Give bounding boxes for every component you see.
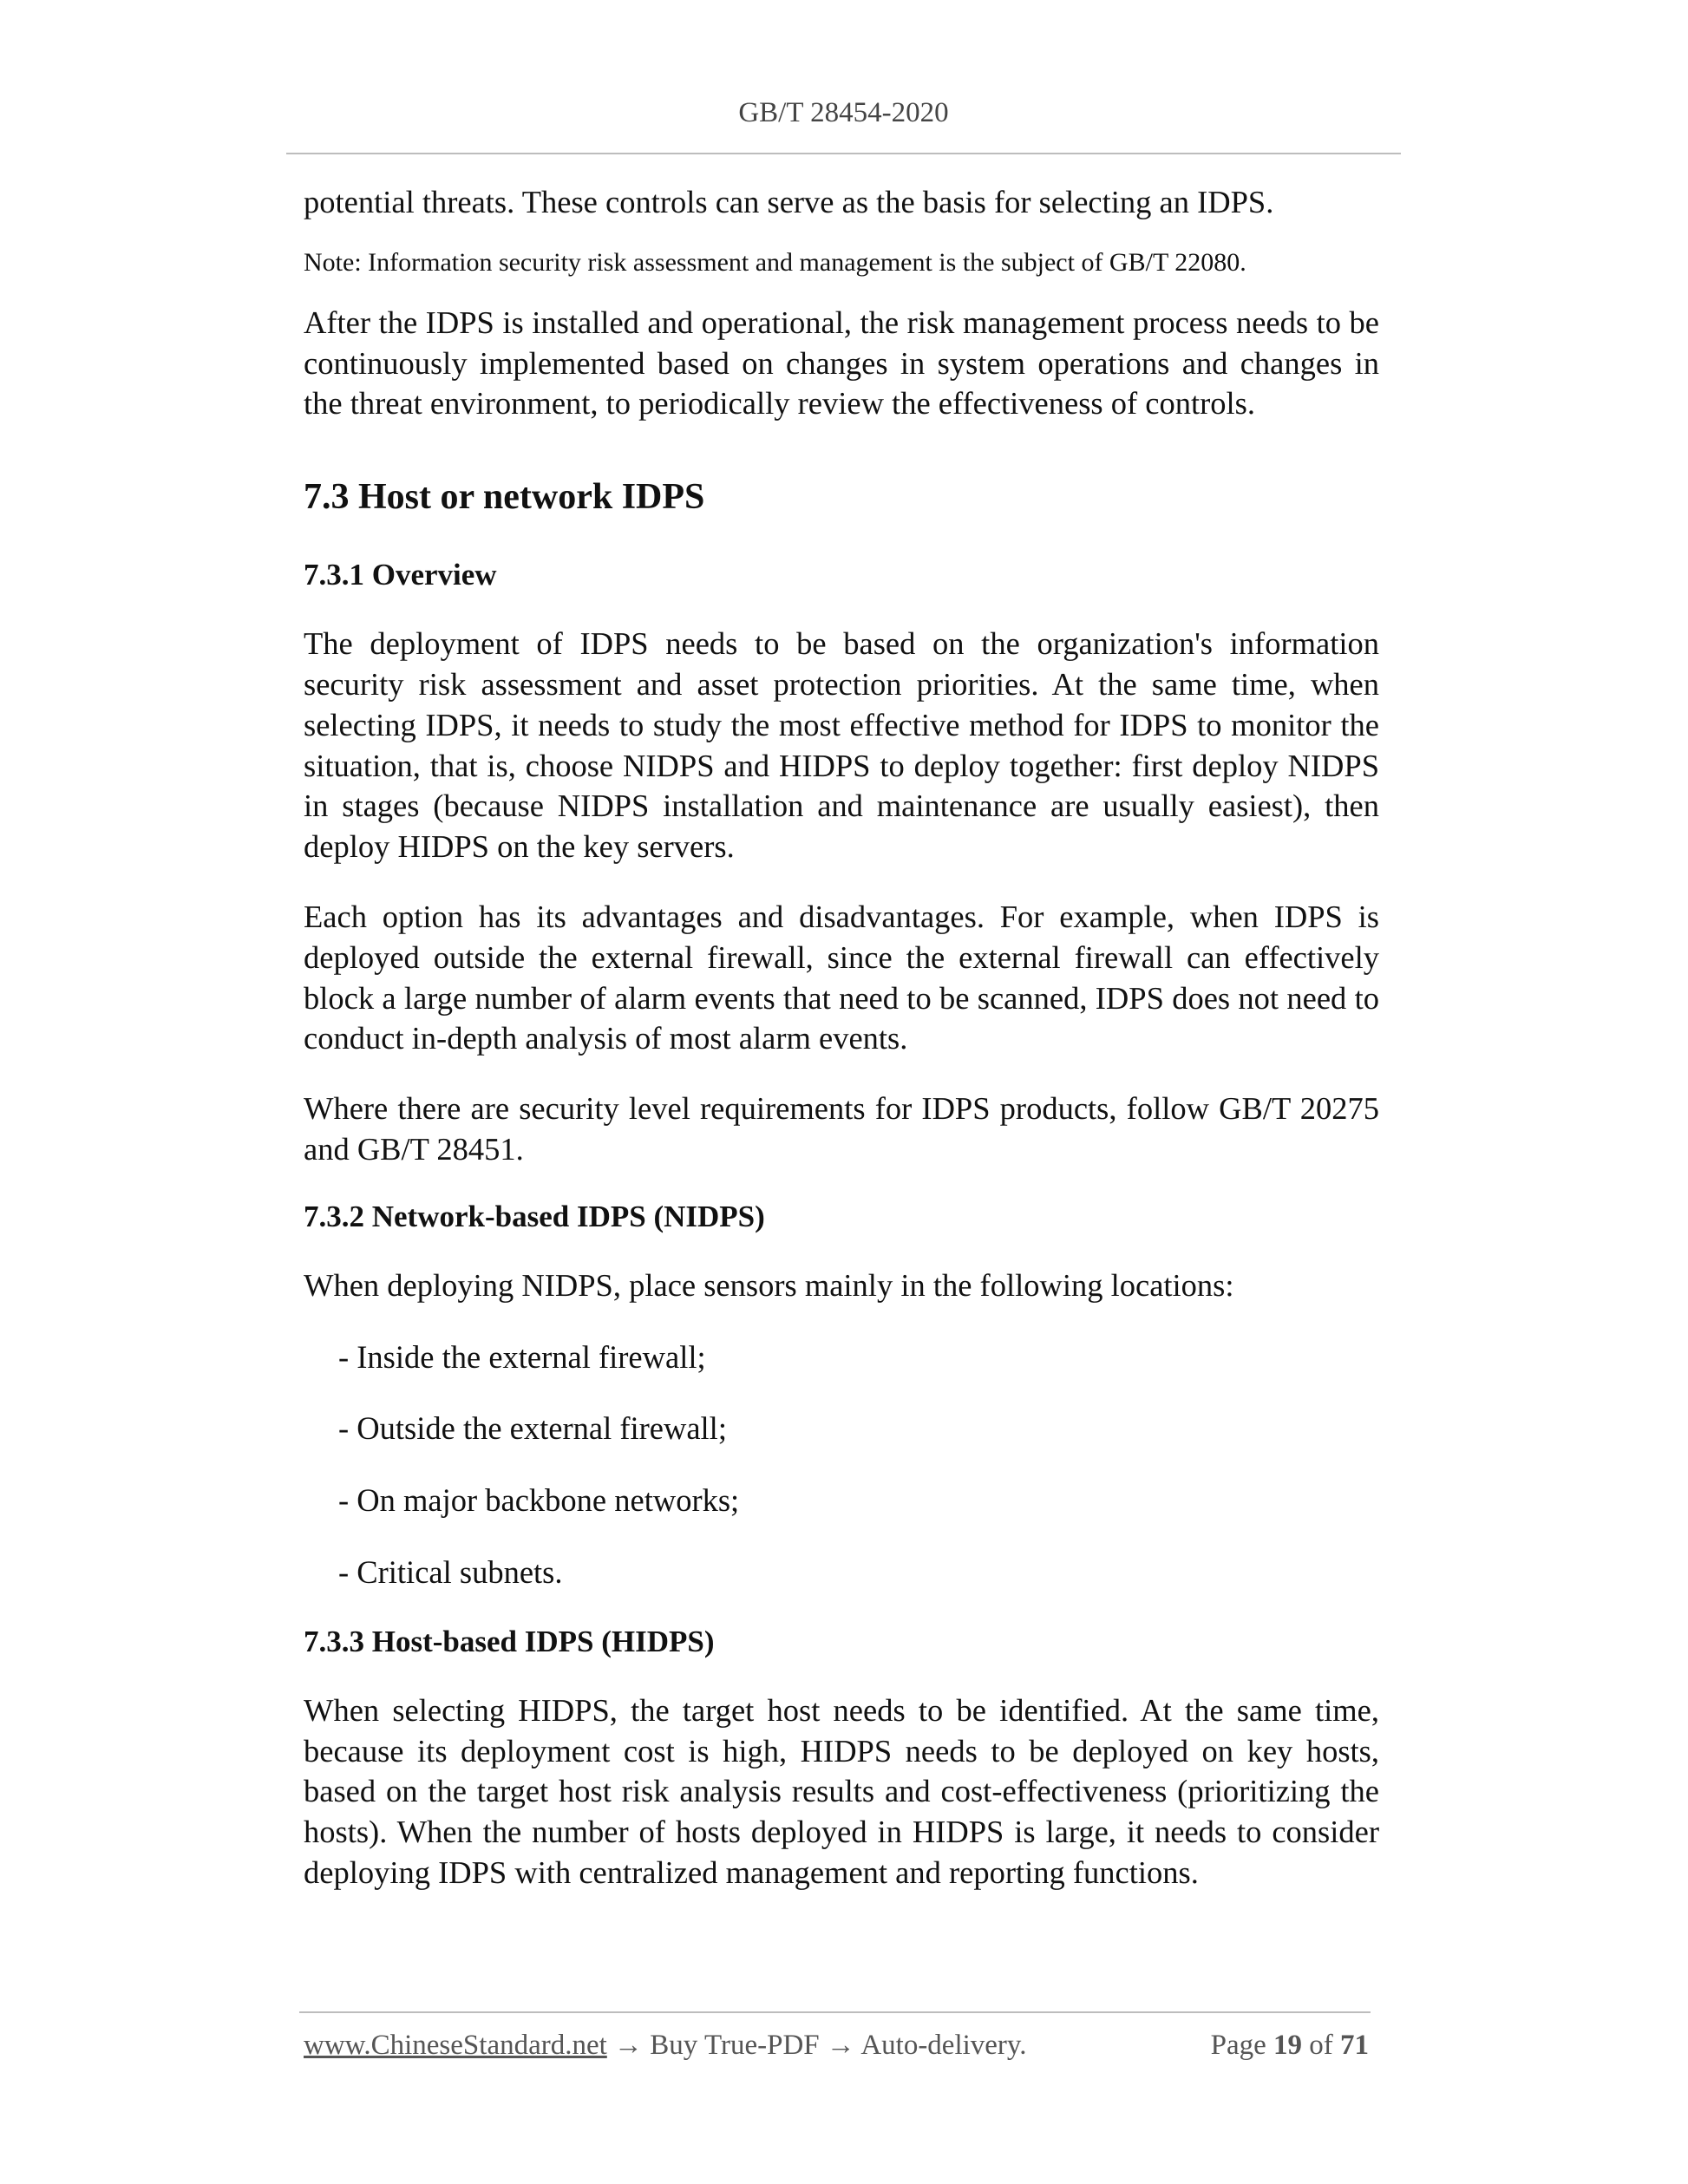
running-header: GB/T 28454-2020 bbox=[738, 97, 949, 128]
buy-text: Buy True-PDF bbox=[650, 2030, 820, 2061]
list-item: - On major backbone networks; bbox=[338, 1482, 740, 1519]
current-page: 19 bbox=[1273, 2030, 1302, 2061]
paragraph-security-level: Where there are security level requirements for IDPS products, follow GB/T 20275 and GB/T 28451. bbox=[304, 1090, 1379, 1167]
footer-divider bbox=[299, 2011, 1371, 2013]
page-content bbox=[304, 182, 1379, 1893]
list-item: - Critical subnets. bbox=[338, 1553, 563, 1590]
section-7-3-heading: 7.3 Host or network IDPS bbox=[304, 477, 705, 518]
section-7-3-2-heading: 7.3.2 Network-based IDPS (NIDPS) bbox=[304, 1199, 765, 1233]
page-number bbox=[1211, 2030, 1369, 2062]
arrow-right-icon: → bbox=[826, 2030, 855, 2061]
section-7-3-1-heading: 7.3.1 Overview bbox=[304, 558, 497, 592]
list-item: - Inside the external firewall; bbox=[338, 1338, 706, 1375]
paragraph-nidps-locations: When deploying NIDPS, place sensors mainly in the following locations: bbox=[304, 1266, 1234, 1303]
section-7-3-3-heading: 7.3.3 Host-based IDPS (HIDPS) bbox=[304, 1624, 715, 1658]
paragraph-options: Each option has its advantages and disadvantages. For example, when IDPS is deployed outside the external firewall, since the external firewall can effectively block a large number of alarm events that need to be scanned, IDPS does not need to conduct in-depth analysis of most alarm events. bbox=[304, 898, 1379, 1056]
total-pages: 71 bbox=[1340, 2030, 1369, 2061]
paragraph-hidps: When selecting HIDPS, the target host needs to be identified. At the same time, because its deployment cost is high, HIDPS needs to be deployed on key hosts, based on the target host risk analysis results and cost-effectiveness (prioritizing the hosts). When the number of hosts deployed in HIDPS is large, it needs to consider deploying IDPS with centralized management and reporting functions. bbox=[304, 1691, 1379, 1890]
paragraph-risk-management: After the IDPS is installed and operational, the risk management process needs to be continuously implemented based on changes in system operations and changes in the threat environment, to periodically review the effectiveness of controls. bbox=[304, 304, 1379, 422]
arrow-right-icon: → bbox=[614, 2030, 644, 2061]
paragraph-threats: potential threats. These controls can serve as the basis for selecting an IDPS. bbox=[304, 184, 1274, 219]
header-divider bbox=[286, 153, 1401, 154]
site-link[interactable]: www.ChineseStandard.net bbox=[304, 2030, 607, 2061]
of-label: of bbox=[1309, 2030, 1333, 2061]
note-risk-assessment: Note: Information security risk assessment and management is the subject of GB/T 22080. bbox=[304, 247, 1246, 277]
delivery-text: Auto-delivery. bbox=[860, 2030, 1027, 2061]
page-label: Page bbox=[1210, 2030, 1266, 2061]
footer-links bbox=[304, 2030, 1027, 2062]
list-item: - Outside the external firewall; bbox=[338, 1410, 727, 1447]
paragraph-deployment: The deployment of IDPS needs to be based on the organization's information security risk assessment and asset protection priorities. At the same time, when selecting IDPS, it needs to study the most effective method for IDPS to monitor the situation, that is, choose NIDPS and HIDPS to deploy together: first deploy NIDPS in stages (because NIDPS installation and maintenance are usually easiest), then deploy HIDPS on the key servers. bbox=[304, 625, 1379, 865]
